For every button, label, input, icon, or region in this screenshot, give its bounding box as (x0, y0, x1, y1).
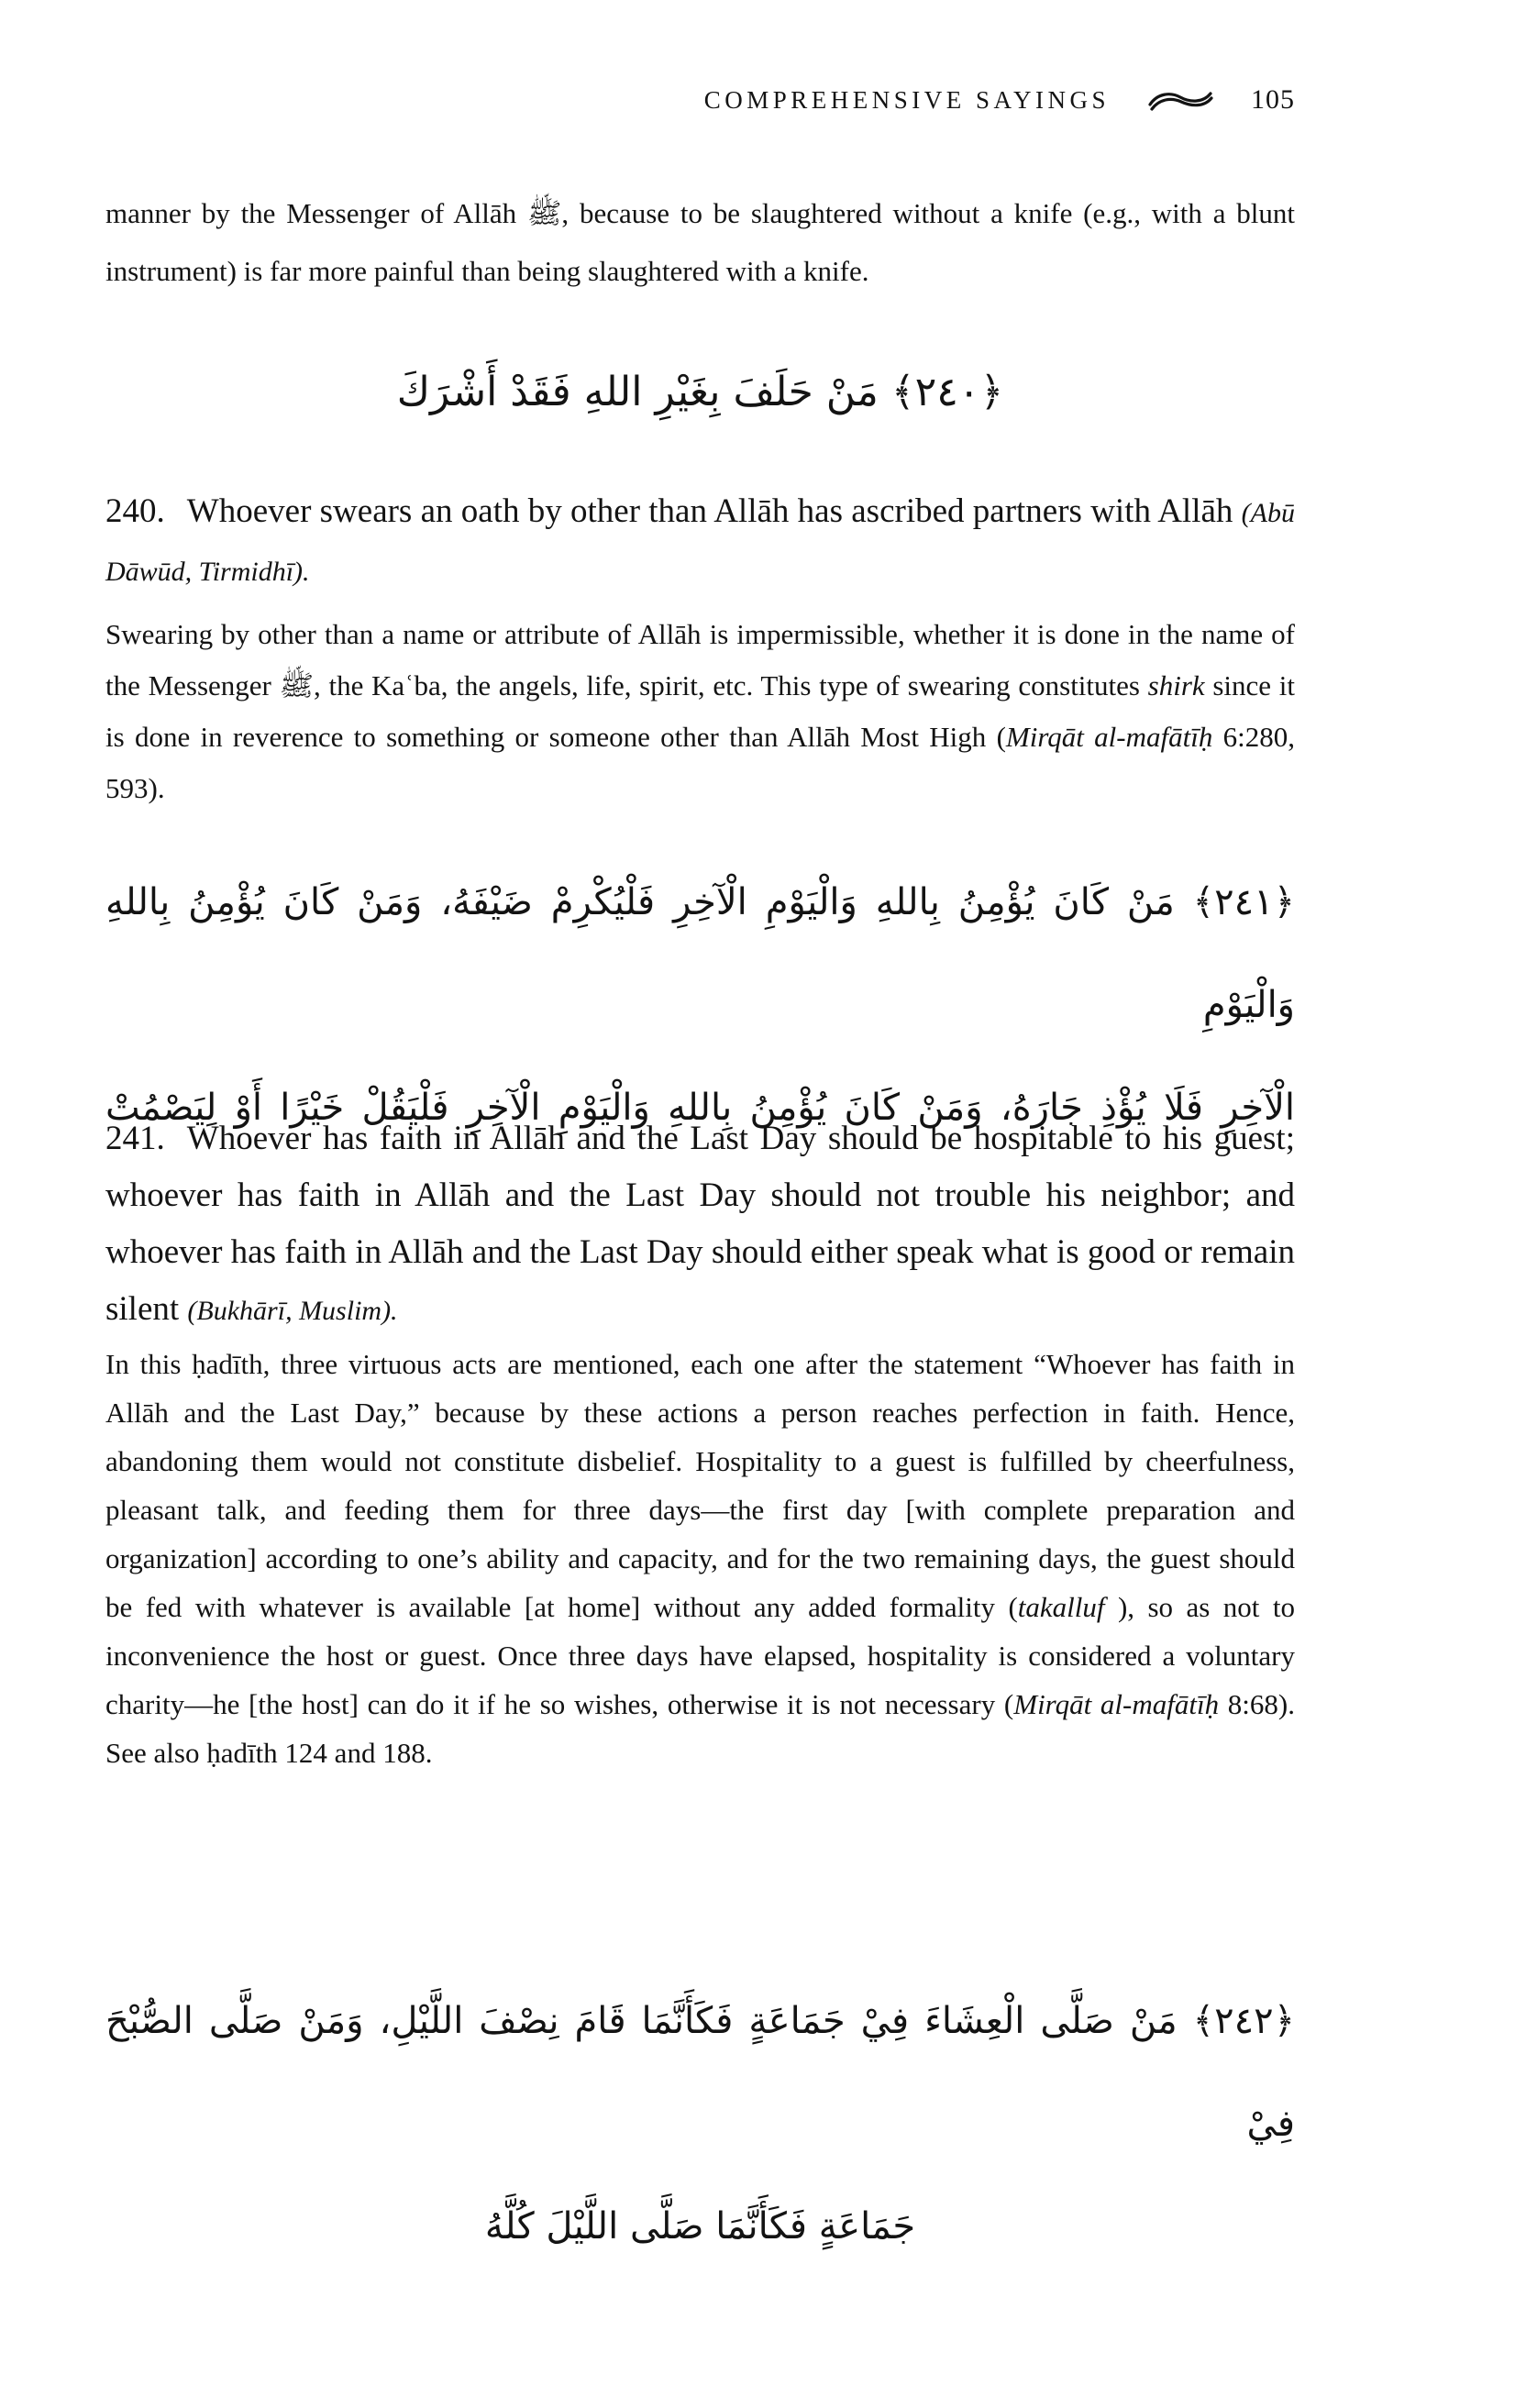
arabic-line: ﴿٢٤٠﴾ مَنْ حَلَفَ بِغَيْرِ اللهِ فَقَدْ أَشْرَكَ (396, 369, 1004, 415)
arabic-line: الْآخِرِ فَلَا يُؤْذِ جَارَهُ، وَمَنْ كَانَ يُؤْمِنُ بِاللهِ وَالْيَوْمِ الْآخِرِ فَلْيَقُلْ خَيْرًا أَوْ لِيَصْمُتْ (105, 1087, 1295, 1129)
hadith-241-commentary: In this ḥadīth, three virtuous acts are mentioned, each one after the statement “Whoever has faith in Allāh and the Last Day,” because by these actions a person reaches perfection in faith. Hence, abandoning them would not constitute disbelief. Hospitality to a guest is fulfilled by cheerfulness, pleasant talk, and feeding them for three days—the first day [with complete preparation and organization] according to one’s ability and capacity, and for the two remaining days, the guest should be fed with whatever is available [at home] without any added formality (takalluf ), so as not to inconvenience the host or guest. Once three days have elapsed, hospitality is considered a voluntary charity—he [the host] can do it if he so wishes, otherwise it is not necessary (Mirqāt al-mafātīḥ 8:68). See also ḥadīth 124 and 188. (105, 1348, 1295, 1769)
hadith-240-translation (105, 483, 1295, 601)
arabic-line: ﴿٢٤٢﴾ مَنْ صَلَّى الْعِشَاءَ فِيْ جَمَاعَةٍ فَكَأَنَّمَا قَامَ نِصْفَ اللَّيْلِ، وَمَنْ صَلَّى الصُّبْحَ فِيْ (105, 2000, 1295, 2145)
hadith-240-sources: (Abū Dāwūd, Tirmidhī). (105, 498, 1295, 587)
page-number: 105 (1251, 84, 1295, 115)
hadith-240-translation-text: Whoever swears an oath by other than Allāh has ascribed partners with Allāh (186, 492, 1242, 530)
hadith-240-arabic (105, 337, 1295, 447)
arabic-line: ﴿٢٤١﴾ مَنْ كَانَ يُؤْمِنُ بِاللهِ وَالْيَوْمِ الْآخِرِ فَلْيُكْرِمْ ضَيْفَهُ، وَمَنْ كَانَ يُؤْمِنُ بِاللهِ وَالْيَوْمِ (105, 881, 1295, 1026)
running-head (105, 84, 1295, 116)
arabic-line: جَمَاعَةٍ فَكَأَنَّمَا صَلَّى اللَّيْلَ كُلَّهُ (484, 2205, 916, 2248)
hadith-240-number: 240. (105, 492, 165, 530)
hadith-241-sources: (Bukhārī, Muslim). (187, 1296, 398, 1326)
running-head-title: COMPREHENSIVE SAYINGS (703, 85, 1110, 114)
swash-ornament-icon (1146, 86, 1214, 114)
hadith-241-translation (105, 1110, 1295, 1340)
hadith-241-translation-text: Whoever has faith in Allāh and the Last Day should be hospitable to his guest; whoever has faith in Allāh and the Last Day should not trouble his neighbor; and whoever has faith in Allāh and the Last Day should either speak what is good or remain silent (105, 1120, 1295, 1328)
hadith-242-arabic (105, 1970, 1295, 2278)
hadith-241-number: 241. (105, 1120, 165, 1157)
commentary-continuation: manner by the Messenger of Allāh ﷺ, because to be slaughtered without a knife (e.g., with a blunt instrument) is far more painful than being slaughtered with a knife. (105, 197, 1295, 287)
hadith-240-commentary: Swearing by other than a name or attribute of Allāh is impermissible, whether it is done in the name of the Messenger ﷺ, the Kaʿba, the angels, life, spirit, etc. This type of swearing constitutes shirk since it is done in reverence to something or someone other than Allāh Most High (Mirqāt al-mafātīḥ 6:280, 593). (105, 618, 1296, 804)
